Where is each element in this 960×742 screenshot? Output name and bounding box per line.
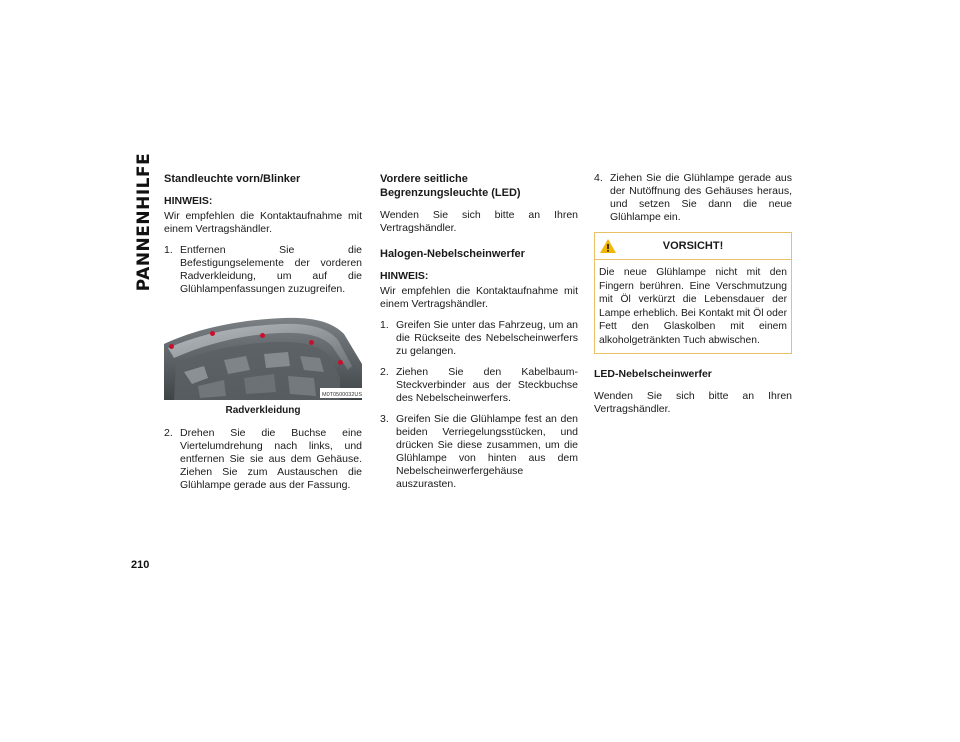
step-number: 4.: [594, 172, 603, 184]
fastener-marker: [338, 360, 343, 365]
section-tab-label: PANNENHILFE: [134, 152, 154, 292]
step-number: 1.: [164, 244, 173, 256]
note-text: Wir empfehlen die Kontaktaufnahme mit einem Vertragshändler.: [164, 210, 362, 235]
intro-text: Wenden Sie sich bitte an Ihren Vertragshändler.: [380, 209, 578, 234]
figure-caption: Radverkleidung: [225, 405, 301, 416]
column-3: [594, 172, 792, 424]
caution-text: Die neue Glühlampe nicht mit den Fingern berühren. Eine Verschmutzung mit Öl verkürzt die Lebensdauer der Lampe erheblich. Bei Kontakt mit Öl oder Fett den Glaskolben mit einem alkoholgetränkten Tuch abwischen.: [599, 267, 787, 346]
heading-led: Vordere seitliche Begrenzungsleuchte (LED): [380, 173, 521, 199]
caution-title: VORSICHT!: [662, 239, 724, 252]
step-item: [380, 366, 578, 405]
note-label: HINWEIS:: [164, 195, 213, 207]
step-number: 1.: [380, 319, 389, 331]
step-number: 3.: [380, 413, 389, 425]
note-label: HINWEIS:: [380, 270, 429, 282]
note-text: Wir empfehlen die Kontaktaufnahme mit einem Vertragshändler.: [380, 285, 578, 310]
section-tab: [131, 152, 157, 292]
column-1: [164, 172, 362, 500]
step-item: [594, 172, 792, 224]
wheel-liner-drawing: [164, 308, 362, 400]
heading-halogen: Halogen-Nebelscheinwerfer: [380, 248, 525, 260]
step-text: Drehen Sie die Buchse eine Viertelumdrehung nach links, und entfernen Sie sie aus dem Gehäuse. Ziehen Sie zum Austauschen die Glühlampe gerade aus der Fassung.: [180, 427, 362, 491]
fastener-marker: [210, 331, 215, 336]
wheel-liner-illustration: [164, 308, 362, 400]
fastener-marker: [260, 333, 265, 338]
step-item: [380, 413, 578, 491]
column-2: [380, 172, 578, 499]
led-text: Wenden Sie sich bitte an Ihren Vertragshändler.: [594, 390, 792, 415]
caution-header: [595, 233, 791, 260]
caution-box: [594, 232, 792, 354]
fastener-marker: [309, 340, 314, 345]
warning-icon: [599, 237, 617, 255]
step-text: Ziehen Sie den Kabelbaum-Steckverbinder aus der Steckbuchse des Nebelscheinwerfers.: [396, 366, 578, 404]
page-number: 210: [131, 559, 150, 571]
heading-standleuchte: Standleuchte vorn/Blinker: [164, 173, 301, 185]
step-text: Entfernen Sie die Befestigungselemente der vorderen Radverkleidung, um auf die Glühlampenfassungen zuzugreifen.: [180, 244, 362, 295]
step-text: Ziehen Sie die Glühlampe gerade aus der Nutöffnung des Gehäuses heraus, und setzen Sie dann die neue Glühlampe ein.: [610, 172, 792, 223]
step-item: [164, 244, 362, 296]
fastener-marker: [169, 344, 174, 349]
step-item: [380, 319, 578, 358]
step-number: 2.: [380, 366, 389, 378]
step-number: 2.: [164, 427, 173, 439]
step-item: [164, 427, 362, 492]
step-text: Greifen Sie die Glühlampe fest an den beiden Verriegelungsstücken, und drücken Sie diese zusammen, um die Glühlampe von hinten aus dem Nebelscheinwerfergehäuse auszurasten.: [396, 413, 578, 490]
heading-led-fog: LED-Nebelscheinwerfer: [594, 368, 712, 380]
step-text: Greifen Sie unter das Fahrzeug, um an die Rückseite des Nebelscheinwerfers zu gelangen.: [396, 319, 578, 357]
figure-code-label: M0T0500032US: [322, 392, 362, 398]
